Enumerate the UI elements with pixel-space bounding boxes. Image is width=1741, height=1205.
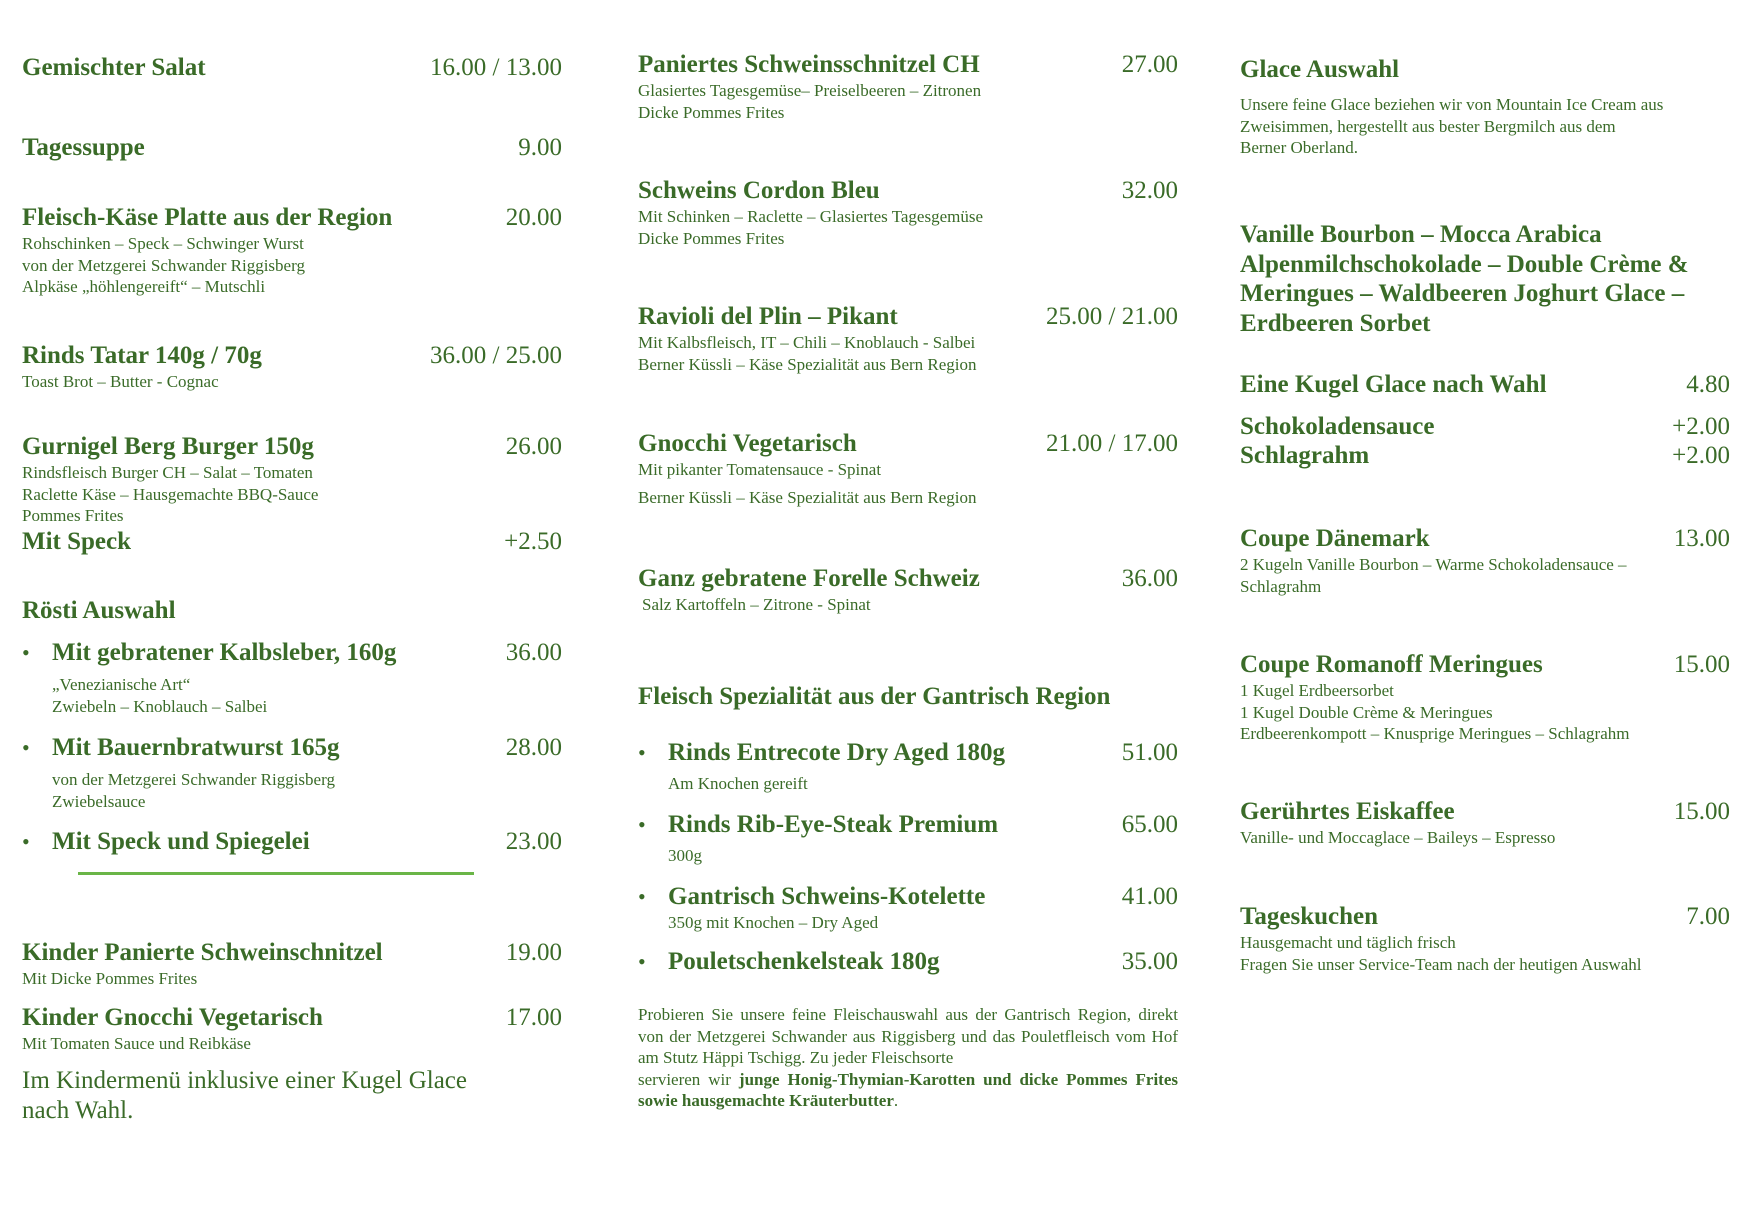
- item-description: [668, 773, 1178, 795]
- item-price: 19.00: [505, 939, 562, 966]
- description-line: 300g: [668, 846, 702, 865]
- item-description: [22, 371, 562, 393]
- item-description: [22, 968, 562, 990]
- description-line: Dicke Pommes Frites: [638, 102, 785, 122]
- item-price: 13.00: [1673, 525, 1730, 552]
- item-description: [22, 233, 562, 298]
- menu-item-entrecote: [638, 738, 1178, 795]
- item-description: [1240, 554, 1730, 597]
- menu-item-cordon-bleu: [638, 176, 1178, 249]
- item-name: Schweins Cordon Bleu: [638, 177, 880, 204]
- item-description: [1240, 680, 1730, 745]
- description-line: Zweisimmen, hergestellt aus bester Bergmilch aus dem: [1240, 116, 1616, 136]
- menu-item-gemischter-salat: [22, 53, 562, 83]
- glace-flavours-list: [1240, 220, 1730, 338]
- item-name: Gemischter Salat: [22, 54, 206, 81]
- item-price: 26.00: [505, 433, 562, 460]
- menu-item-mit-speck: [22, 527, 562, 557]
- description-line: 1 Kugel Double Crème & Meringues: [1240, 702, 1493, 722]
- item-price: 17.00: [505, 1004, 562, 1031]
- description-line: Berner Küssli – Käse Spezialität aus Bern Region: [638, 354, 977, 374]
- item-name: • Rinds Entrecote Dry Aged 180g: [668, 739, 1006, 766]
- item-price: 23.00: [505, 828, 562, 855]
- description-line: Alpkäse „höhlengereift“ – Mutschli: [22, 277, 266, 296]
- menu-item-roesti-kalbsleber: [22, 638, 562, 717]
- item-description: [668, 912, 1178, 934]
- flavour-line: Alpenmilchschokolade – Double Crème &: [1240, 250, 1689, 278]
- description-line: 1 Kugel Erdbeersorbet: [1240, 681, 1394, 700]
- item-price: +2.00: [1672, 442, 1730, 469]
- description-line: „Venezianische Art“: [52, 675, 191, 694]
- note-text: servieren wir: [638, 1069, 739, 1089]
- description-line: Am Knochen gereift: [668, 774, 808, 793]
- item-description: [52, 674, 562, 717]
- item-description: [1240, 827, 1730, 849]
- description-line: von der Metzgerei Schwander Riggisberg: [52, 770, 335, 789]
- description-line: Berner Küssli – Käse Spezialität aus Bern Region: [638, 487, 977, 507]
- item-price: 20.00: [505, 204, 562, 231]
- item-description: [638, 332, 1178, 375]
- section-heading-roesti: Rösti Auswahl: [22, 597, 176, 624]
- menu-item-tagessuppe: [22, 133, 562, 163]
- item-name: • Mit Speck und Spiegelei: [52, 828, 310, 855]
- description-line: Salz Kartoffeln – Zitrone - Spinat: [642, 595, 871, 614]
- section-divider: [78, 872, 474, 875]
- description-line: Rindsfleisch Burger CH – Salat – Tomaten: [22, 463, 313, 482]
- item-price: 32.00: [1121, 177, 1178, 204]
- item-name: Gurnigel Berg Burger 150g: [22, 433, 314, 460]
- item-name: Kinder Panierte Schweinschnitzel: [22, 939, 383, 966]
- menu-item-gurnigel-burger: [22, 432, 562, 527]
- note-text: Probieren Sie unsere feine Fleischauswahl aus der Gantrisch Region, direkt von der Metzgerei Schwander aus Riggisberg und das Pouletfleisch vom Hof am Stutz Häppi Tschigg. Zu jeder Fleischsorte: [638, 1005, 1178, 1067]
- description-line: Unsere feine Glace beziehen wir von Mountain Ice Cream aus: [1240, 95, 1664, 114]
- item-name: Schokoladensauce: [1240, 413, 1435, 440]
- item-price: 4.80: [1686, 371, 1730, 398]
- menu-item-roesti-bauernbratwurst: [22, 733, 562, 812]
- description-line: Mit pikanter Tomatensauce - Spinat: [638, 460, 882, 479]
- item-name: Gerührtes Eiskaffee: [1240, 798, 1455, 825]
- menu-item-coupe-daenemark: [1240, 524, 1730, 597]
- item-price: 35.00: [1121, 948, 1178, 975]
- item-price: 16.00 / 13.00: [430, 54, 562, 81]
- kinder-menu-note: [22, 1066, 562, 1126]
- menu-item-kugel-glace: [1240, 370, 1730, 400]
- item-name: Ravioli del Plin – Pikant: [638, 303, 898, 330]
- description-line: Mit Kalbsfleisch, IT – Chili – Knoblauch - Salbei: [638, 333, 976, 352]
- item-price: 41.00: [1121, 883, 1178, 910]
- item-price: 27.00: [1121, 51, 1178, 78]
- menu-item-schweinsschnitzel: [638, 50, 1178, 123]
- description-line: 2 Kugeln Vanille Bourbon – Warme Schokoladensauce –: [1240, 555, 1627, 574]
- menu-item-coupe-romanoff: [1240, 650, 1730, 745]
- section-heading-glace: Glace Auswahl: [1240, 56, 1400, 83]
- flavour-line: Erdbeeren Sorbet: [1240, 309, 1431, 337]
- item-name: Kinder Gnocchi Vegetarisch: [22, 1004, 323, 1031]
- menu-item-tageskuchen: [1240, 902, 1730, 975]
- item-price: 25.00 / 21.00: [1046, 303, 1178, 330]
- item-price: +2.00: [1672, 413, 1730, 440]
- menu-item-kinder-schnitzel: [22, 938, 562, 990]
- description-line: Hausgemacht und täglich frisch: [1240, 933, 1456, 952]
- menu-item-forelle: [638, 564, 1178, 616]
- item-name: • Mit gebratener Kalbsleber, 160g: [52, 639, 397, 666]
- section-heading-fleisch: Fleisch Spezialität aus der Gantrisch Region: [638, 683, 1111, 710]
- item-description: [52, 769, 562, 812]
- description-line: von der Metzgerei Schwander Riggisberg: [22, 255, 305, 275]
- description-line: Raclette Käse – Hausgemachte BBQ-Sauce: [22, 484, 319, 504]
- menu-item-kotelette: [638, 882, 1178, 934]
- item-name: • Rinds Rib-Eye-Steak Premium: [668, 811, 999, 838]
- menu-item-rib-eye: [638, 810, 1178, 867]
- description-line: Erdbeerenkompott – Knusprige Meringues – Schlagrahm: [1240, 724, 1630, 743]
- item-name: Rinds Tatar 140g / 70g: [22, 342, 262, 369]
- glace-intro: [1240, 94, 1730, 159]
- description-line: Zwiebeln – Knoblauch – Salbei: [52, 696, 268, 716]
- note-bold-text: junge Honig-Thymian-Karotten und dicke Pommes Frites sowie hausgemachte Kräuterbutter: [638, 1069, 1178, 1110]
- description-line: Glasiertes Tagesgemüse– Preiselbeeren – Zitronen: [638, 81, 982, 100]
- item-price: 21.00 / 17.00: [1046, 430, 1178, 457]
- item-name: Mit Speck: [22, 528, 132, 555]
- item-name: Ganz gebratene Forelle Schweiz: [638, 565, 980, 592]
- description-line: 350g mit Knochen – Dry Aged: [668, 913, 879, 932]
- item-price: 36.00: [505, 639, 562, 666]
- menu-item-kinder-gnocchi: [22, 1003, 562, 1055]
- item-price: 15.00: [1673, 798, 1730, 825]
- flavour-line: Vanille Bourbon – Mocca Arabica: [1240, 221, 1602, 248]
- item-description: [638, 459, 1178, 508]
- description-line: Toast Brot – Butter - Cognac: [22, 372, 219, 391]
- item-name: Paniertes Schweinsschnitzel CH: [638, 51, 980, 78]
- menu-item-rinds-tatar: [22, 341, 562, 393]
- description-line: Rohschinken – Speck – Schwinger Wurst: [22, 234, 304, 253]
- description-line: Vanille- und Moccaglace – Baileys – Espresso: [1240, 828, 1556, 847]
- menu-item-ravioli: [638, 302, 1178, 375]
- item-name: Tagessuppe: [22, 134, 145, 161]
- item-name: Tageskuchen: [1240, 903, 1379, 930]
- item-price: 36.00: [1121, 565, 1178, 592]
- item-name: Fleisch-Käse Platte aus der Region: [22, 204, 393, 231]
- menu-item-roesti-speck-spiegelei: [22, 827, 562, 857]
- note-line: Im Kindermenü inklusive einer Kugel Glace: [22, 1067, 467, 1094]
- item-price: 65.00: [1121, 811, 1178, 838]
- note-line: nach Wahl.: [22, 1097, 134, 1124]
- menu-item-eiskaffee: [1240, 797, 1730, 849]
- item-description: [638, 80, 1178, 123]
- item-description: [638, 206, 1178, 249]
- item-price: 7.00: [1686, 903, 1730, 930]
- item-price: +2.50: [504, 528, 562, 555]
- description-line: Mit Dicke Pommes Frites: [22, 969, 198, 988]
- item-price: 51.00: [1121, 739, 1178, 766]
- description-line: Schlagrahm: [1240, 576, 1322, 596]
- item-description: [22, 462, 562, 527]
- description-line: Mit Schinken – Raclette – Glasiertes Tagesgemüse: [638, 207, 984, 226]
- menu-item-schokoladensauce: [1240, 412, 1730, 442]
- fleisch-note: [638, 1004, 1178, 1112]
- description-line: Pommes Frites: [22, 506, 124, 525]
- description-line: Fragen Sie unser Service-Team nach der heutigen Auswahl: [1240, 954, 1642, 974]
- item-name: Coupe Dänemark: [1240, 525, 1430, 552]
- item-description: [638, 594, 1178, 616]
- item-name: Coupe Romanoff Meringues: [1240, 651, 1543, 678]
- description-line: Berner Oberland.: [1240, 138, 1359, 157]
- item-description: [668, 845, 1178, 867]
- item-name: • Gantrisch Schweins-Kotelette: [668, 883, 986, 910]
- item-name: • Mit Bauernbratwurst 165g: [52, 734, 340, 761]
- item-name: Gnocchi Vegetarisch: [638, 430, 857, 457]
- description-line: Dicke Pommes Frites: [638, 228, 785, 248]
- item-description: [1240, 932, 1730, 975]
- item-name: Eine Kugel Glace nach Wahl: [1240, 371, 1547, 398]
- item-price: 15.00: [1673, 651, 1730, 678]
- menu-item-schlagrahm: [1240, 441, 1730, 471]
- note-text: .: [893, 1091, 899, 1110]
- menu-item-gnocchi: [638, 429, 1178, 508]
- item-name: Schlagrahm: [1240, 442, 1370, 469]
- menu-item-fleisch-kaese-platte: [22, 203, 562, 298]
- description-line: Mit Tomaten Sauce und Reibkäse: [22, 1034, 251, 1053]
- menu-item-pouletschenkelsteak: [638, 947, 1178, 977]
- item-name: • Pouletschenkelsteak 180g: [668, 948, 940, 975]
- flavour-line: Meringues – Waldbeeren Joghurt Glace –: [1240, 280, 1685, 307]
- item-description: [22, 1033, 562, 1055]
- item-price: 36.00 / 25.00: [430, 342, 562, 369]
- description-line: Zwiebelsauce: [52, 791, 146, 811]
- item-price: 9.00: [518, 134, 562, 161]
- item-price: 28.00: [505, 734, 562, 761]
